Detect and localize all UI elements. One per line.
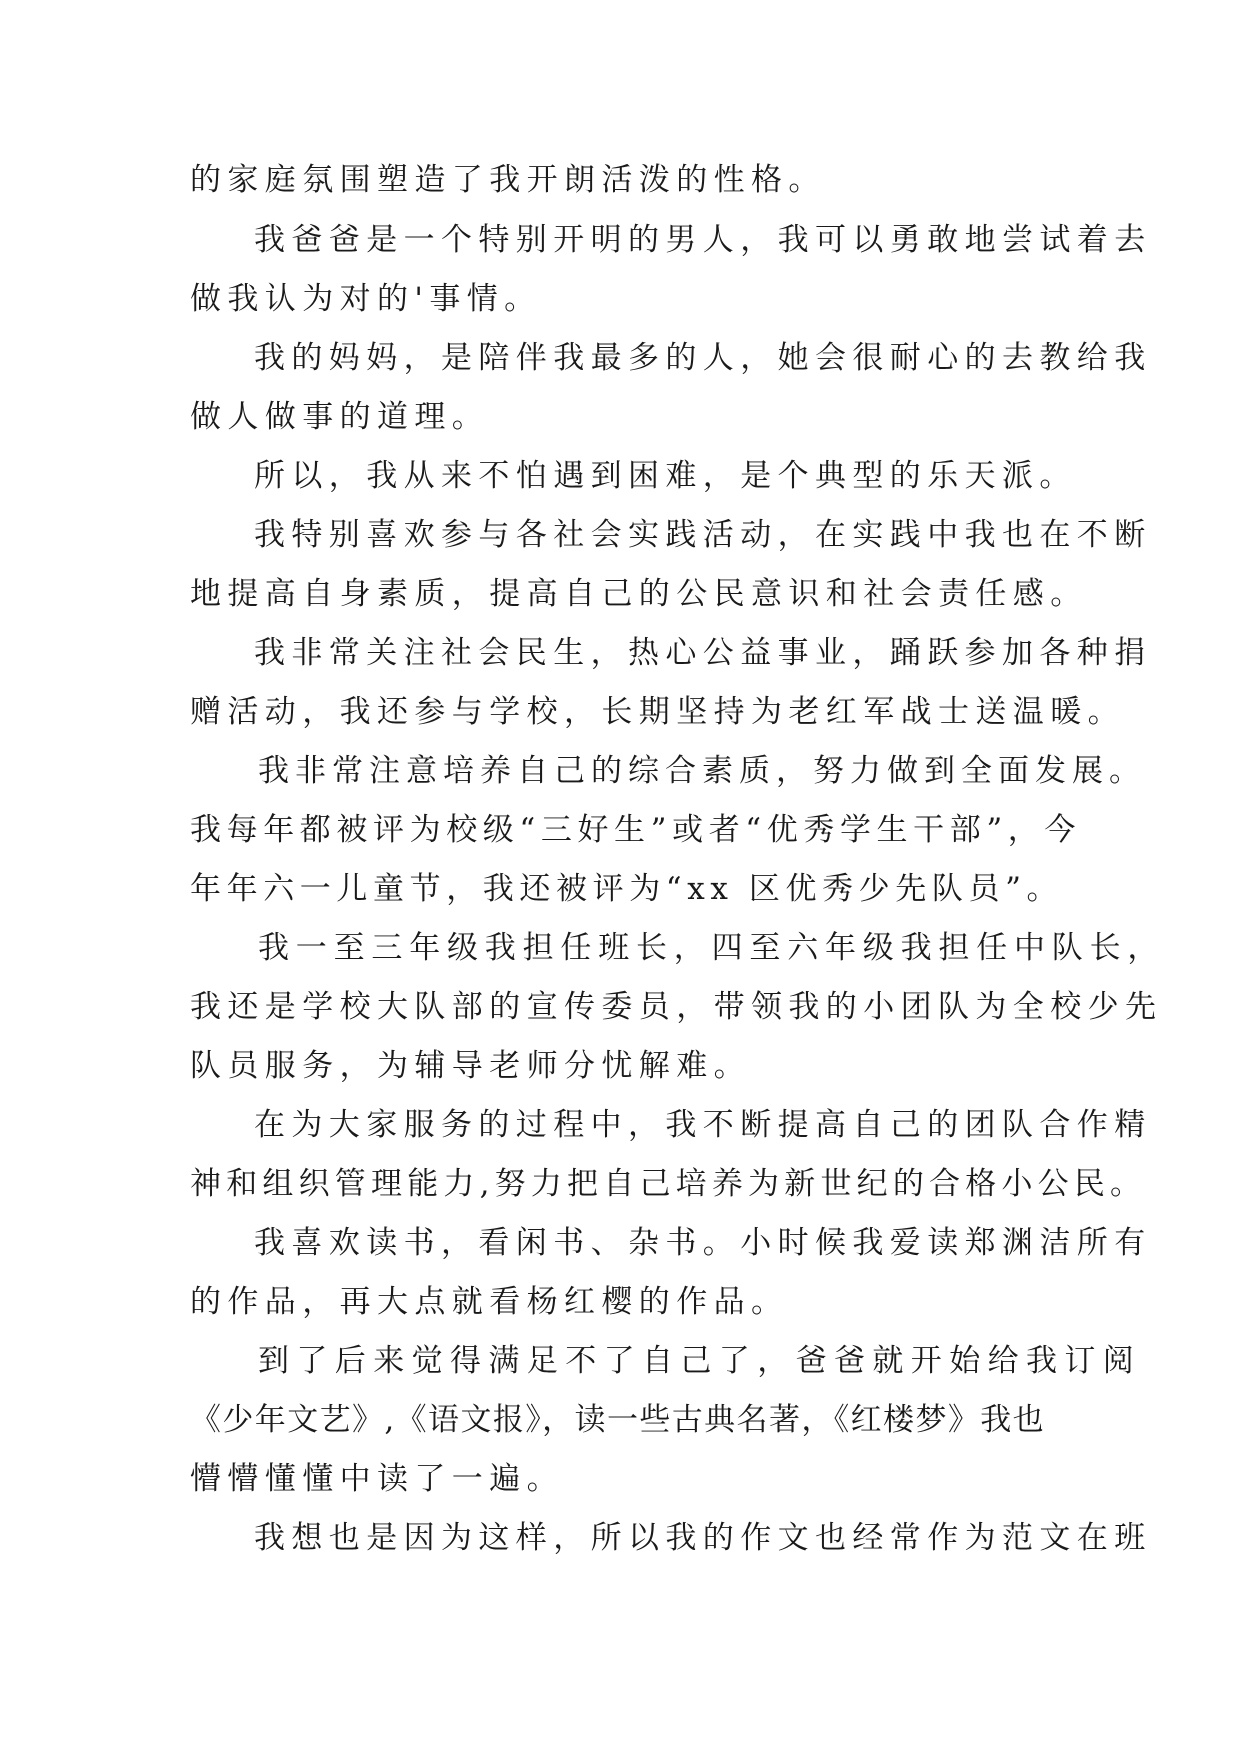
- text-line: 队员服务，为辅导老师分忧解难。: [190, 1048, 751, 1084]
- text-line: 的作品，再大点就看杨红樱的作品。: [190, 1284, 789, 1320]
- text-line: 赠活动，我还参与学校，长期坚持为老红军战士送温暖。: [190, 694, 1125, 730]
- text-line: 年年六一儿童节，我还被评为“xx 区优秀少先队员”。: [190, 871, 1064, 907]
- text-line: 神和组织管理能力,努力把自己培养为新世纪的合格小公民。: [190, 1166, 1147, 1202]
- text-line: 在为大家服务的过程中，我不断提高自己的团队合作精: [254, 1107, 1152, 1143]
- text-line: 的家庭氛围塑造了我开朗活泼的性格。: [190, 162, 826, 198]
- text-line: 所以，我从来不怕遇到困难，是个典型的乐天派。: [254, 458, 1077, 494]
- text-line: 我爸爸是一个特别开明的男人，我可以勇敢地尝试着去: [254, 222, 1152, 258]
- text-line: 我喜欢读书，看闲书、杂书。小时候我爱读郑渊洁所有: [254, 1225, 1152, 1261]
- text-line: 懵懵懂懂中读了一遍。: [190, 1461, 564, 1497]
- text-line: 我非常注意培养自己的综合素质，努力做到全面发展。: [258, 753, 1146, 789]
- text-line: 我想也是因为这样，所以我的作文也经常作为范文在班: [254, 1520, 1152, 1556]
- text-line: 做我认为对的'事情。: [190, 281, 542, 317]
- text-line: 我一至三年级我担任班长，四至六年级我担任中队长，: [258, 930, 1166, 966]
- text-line: 我每年都被评为校级“三好生”或者“优秀学生干部”，今: [190, 812, 1081, 848]
- text-line: 做人做事的道理。: [190, 399, 490, 435]
- text-line: 我非常关注社会民生，热心公益事业，踊跃参加各种捐: [254, 635, 1152, 671]
- text-line: 《少年文艺》,《语文报》，读一些古典名著，《红楼梦》我也: [190, 1402, 1046, 1438]
- text-line: 地提高自身素质，提高自己的公民意识和社会责任感。: [190, 576, 1088, 612]
- text-line: 我特别喜欢参与各社会实践活动，在实践中我也在不断: [254, 517, 1152, 553]
- text-line: 到了后来觉得满足不了自己了，爸爸就开始给我订阅: [258, 1343, 1142, 1379]
- text-line: 我还是学校大队部的宣传委员，带领我的小团队为全校少先: [190, 989, 1163, 1025]
- text-line: 我的妈妈，是陪伴我最多的人，她会很耐心的去教给我: [254, 340, 1152, 376]
